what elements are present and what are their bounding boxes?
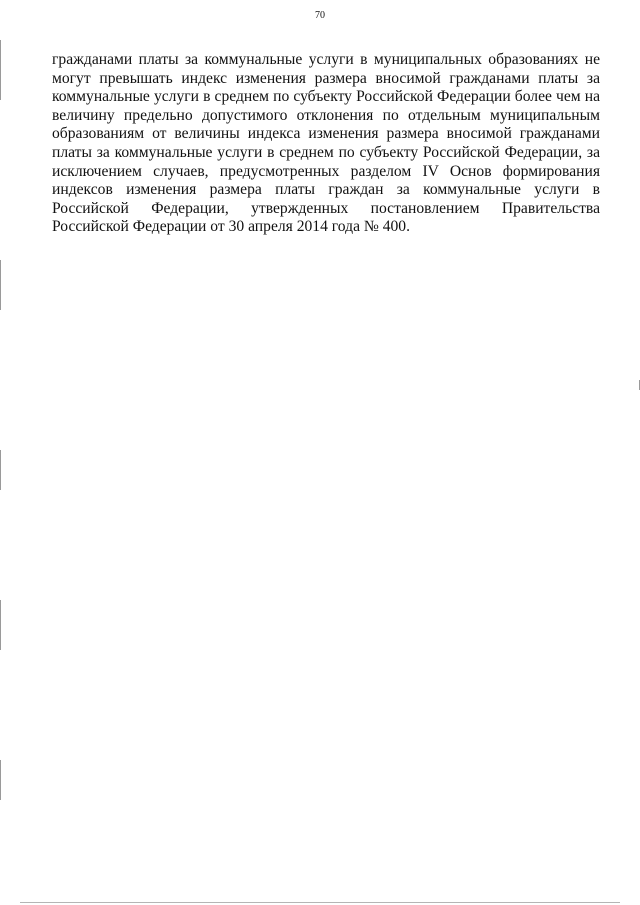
body-paragraph: гражданами платы за коммунальные услуги в муниципальных образованиях не могут превышать индекс изменения размера вносимой гражданами платы за коммунальные услуги в среднем по субъекту Российской Федерации более чем на величину предельно допустимого отклонения по отдельным муниципальным образованиям от величины индекса изменения размера вносимой гражданами платы за коммунальные услуги в среднем по субъекту Российской Федерации, за исключением случаев, предусмотренных разделом IV Основ формирования индексов изменения размера платы граждан за коммунальные услуги в Российской Федерации, утвержденных постановлением Правительства Российской Федерации от 30 апреля 2014 года № 400. [52,51,600,236]
scan-edge-mark [0,260,1,310]
page-number: 70 [315,10,325,21]
scan-bottom-line [20,902,620,903]
scan-edge-mark [0,600,1,650]
scan-edge-mark [0,450,1,490]
scan-edge-mark [0,40,1,100]
scan-edge-mark [0,760,1,800]
